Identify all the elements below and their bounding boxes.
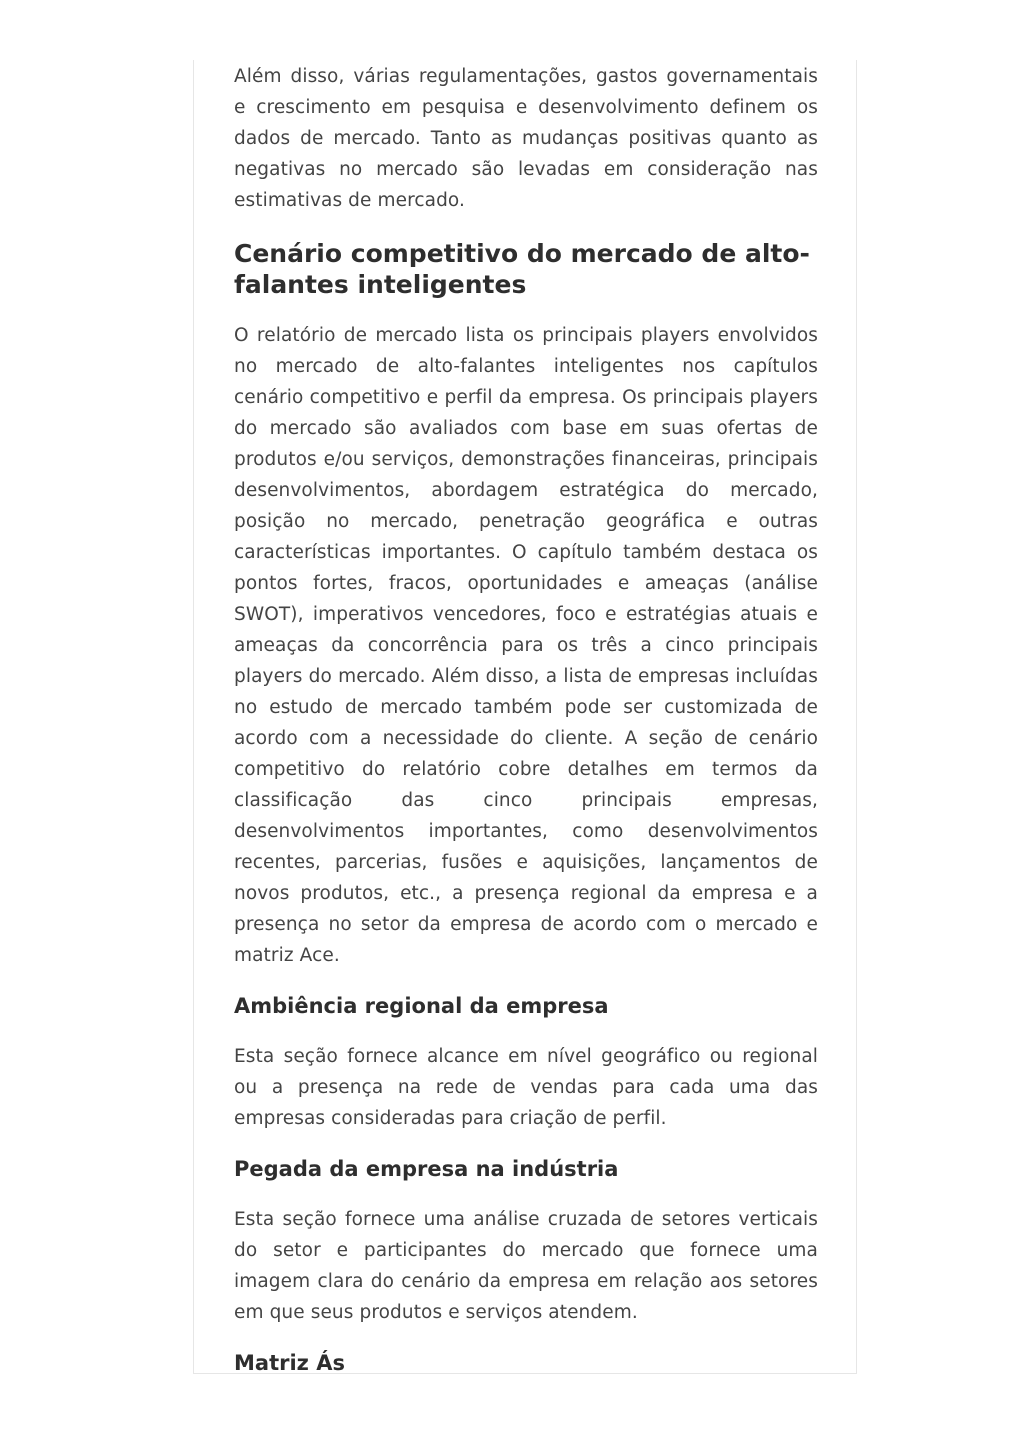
paragraph-industry-footprint: Esta seção fornece uma análise cruzada de setores verticais do setor e participantes do mercado que fornece uma imagem clara do cenário da empresa em relação aos setores em que seus produtos e serviços atendem.	[234, 1209, 818, 1323]
paragraph-competitive-landscape: O relatório de mercado lista os principais players envolvidos no mercado de alto-falantes inteligentes nos capítulos cenário competitivo e perfil da empresa. Os principais players do mercado são avaliados com base em suas ofertas de produtos e/ou serviços, demonstrações financeiras, principais desenvolvimentos, abordagem estratégica do mercado, posição no mercado, penetração geográfica e outras características importantes. O capítulo também destaca os pontos fortes, fracos, oportunidades e ameaças (análise SWOT), imperativos vencedores, foco e estratégias atuais e ameaças da concorrência para os três a cinco principais players do mercado. Além disso, a lista de empresas incluídas no estudo de mercado também pode ser customizada de acordo com a necessidade do cliente. A seção de cenário competitivo do relatório cobre detalhes em termos da classificação das cinco principais empresas, desenvolvimentos importantes, como desenvolvimentos recentes, parcerias, fusões e aquisições, lançamentos de novos produtos, etc., a presença regional da empresa e a presença no setor da empresa de acordo com o mercado e matriz Ace.	[234, 325, 818, 966]
heading-industry-footprint: Pegada da empresa na indústria	[234, 1157, 619, 1181]
paragraph-regional-ambience: Esta seção fornece alcance em nível geográfico ou regional ou a presença na rede de vendas para cada uma das empresas consideradas para criação de perfil.	[234, 1046, 818, 1129]
article-content	[234, 60, 818, 1379]
paragraph-market-data: Além disso, várias regulamentações, gastos governamentais e crescimento em pesquisa e desenvolvimento definem os dados de mercado. Tanto as mudanças positivas quanto as negativas no mercado são levadas em consideração nas estimativas de mercado.	[234, 66, 818, 211]
heading-regional-ambience: Ambiência regional da empresa	[234, 994, 609, 1018]
heading-ace-matrix: Matriz Ás	[234, 1351, 345, 1375]
heading-competitive-landscape: Cenário competitivo do mercado de alto-falantes inteligentes	[234, 239, 810, 299]
